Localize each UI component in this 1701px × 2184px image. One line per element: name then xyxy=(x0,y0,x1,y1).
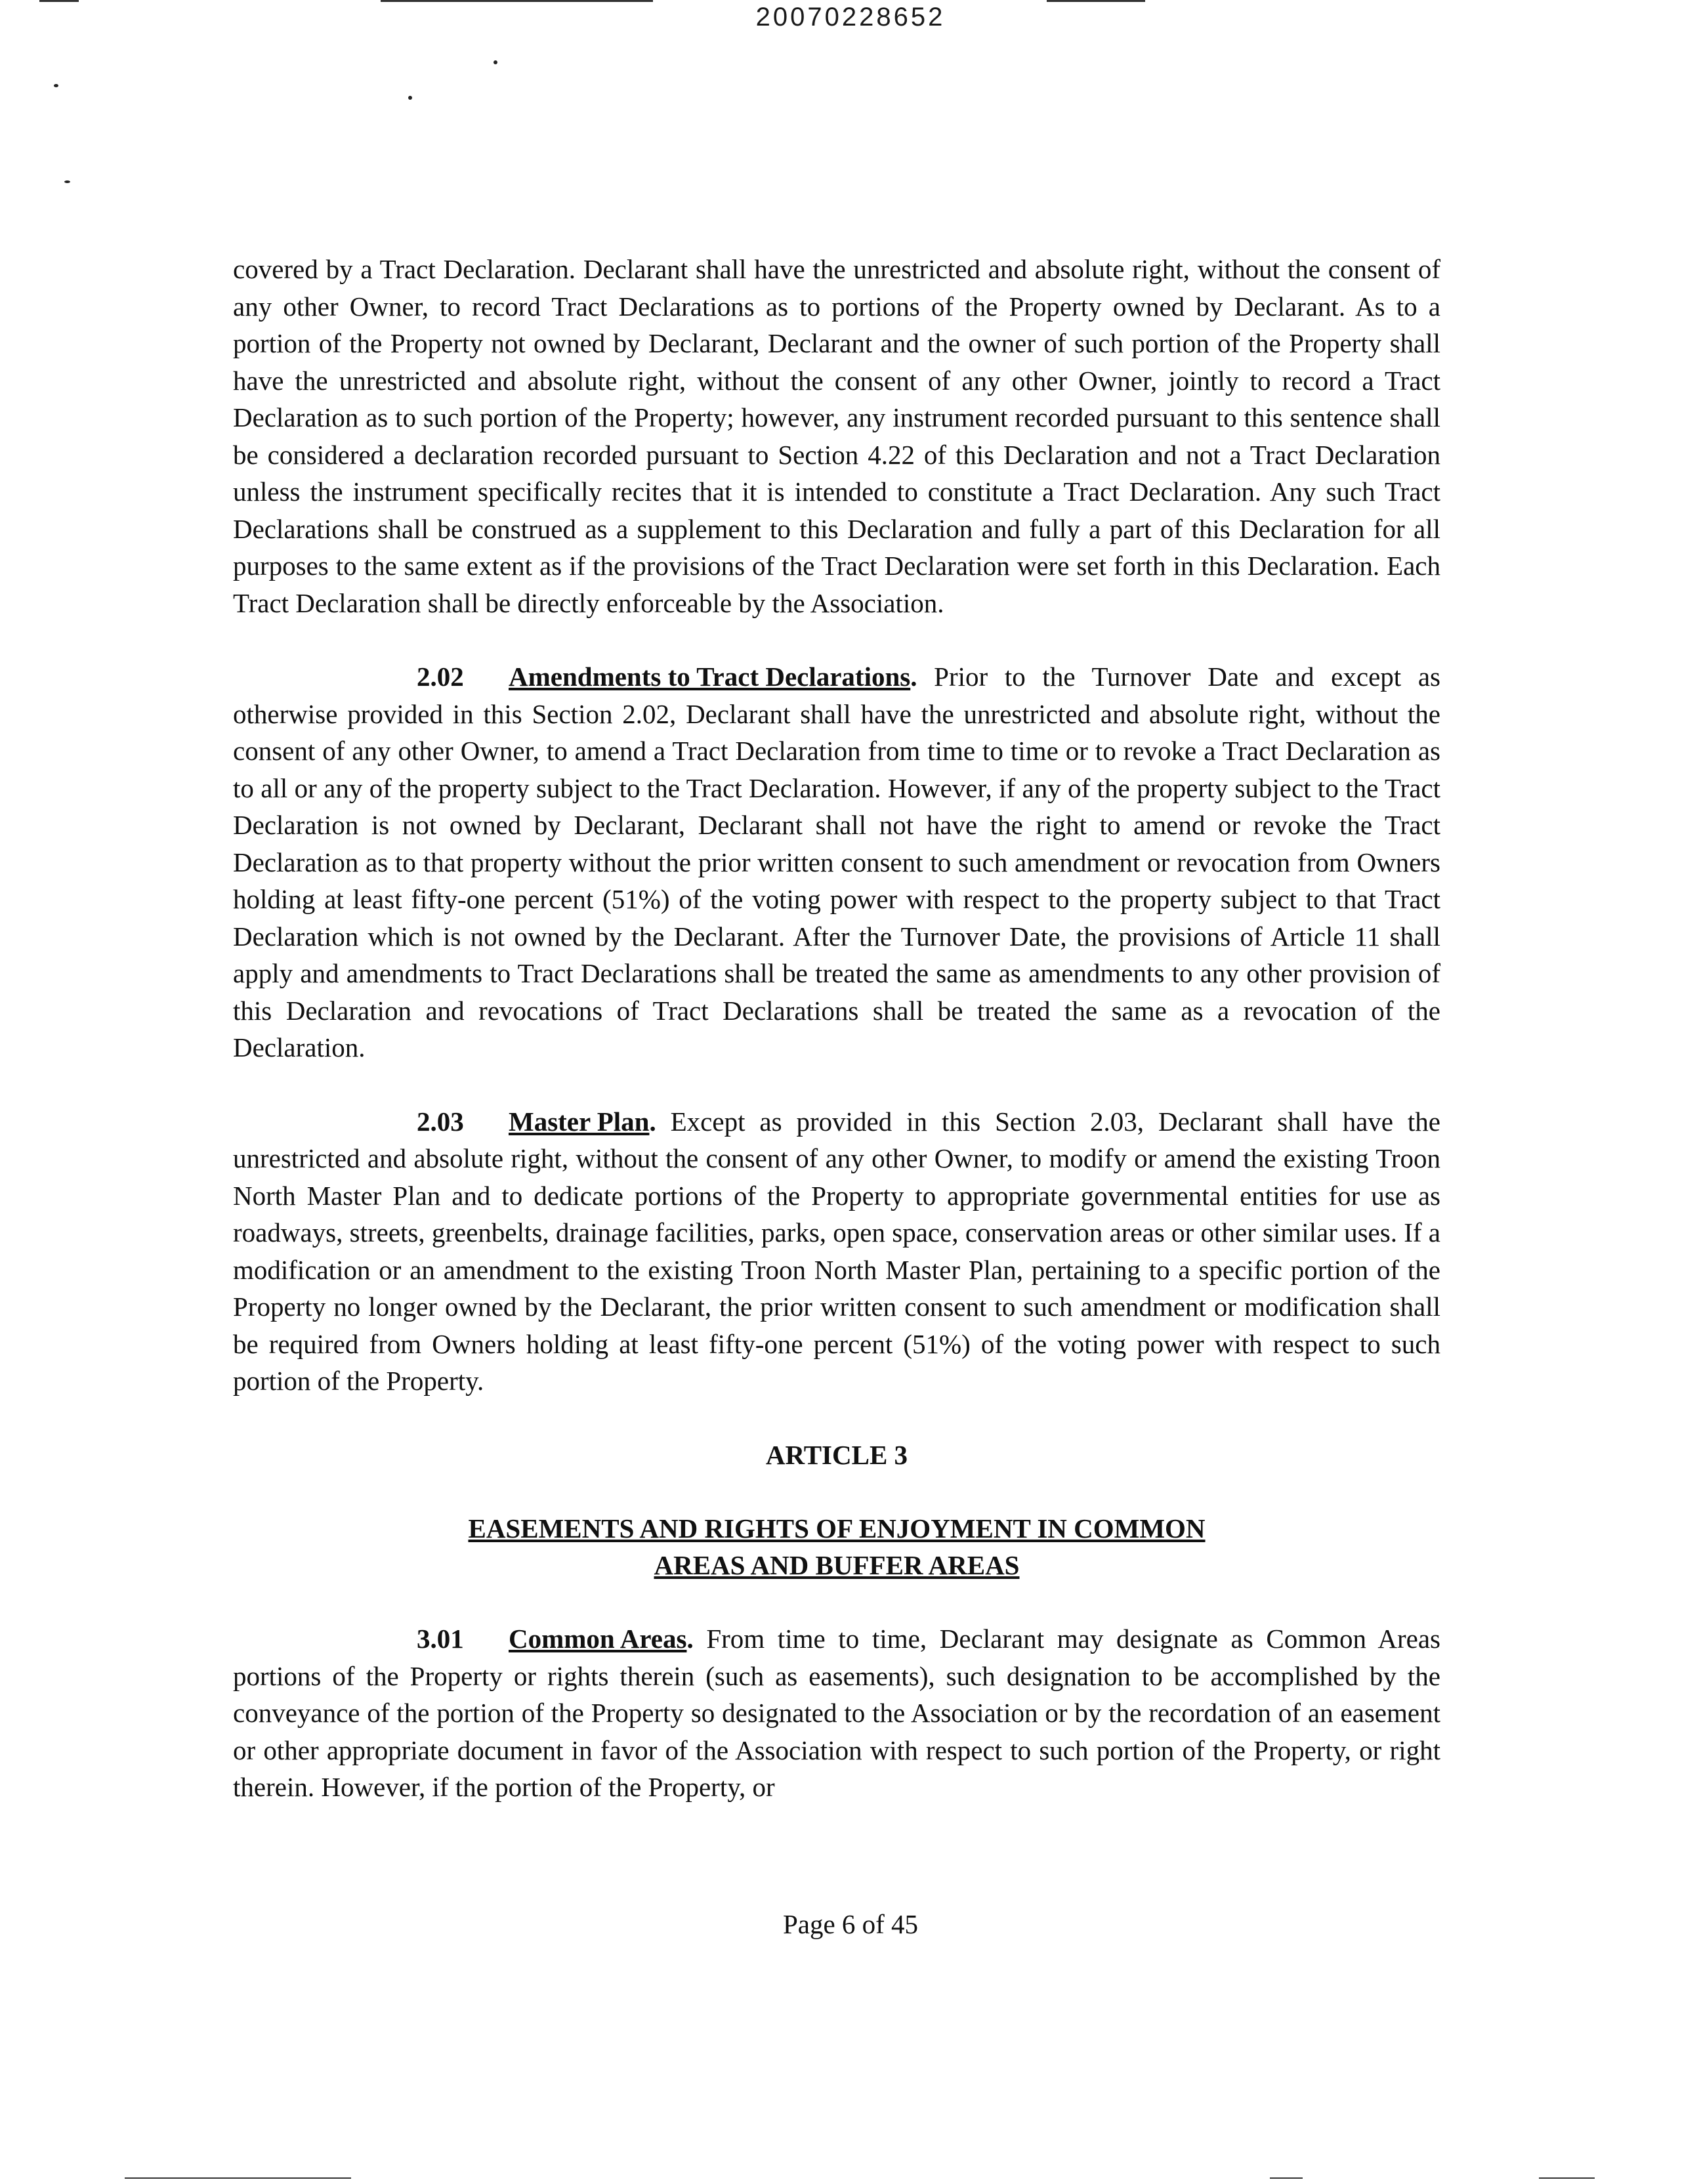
section-number: 3.01 xyxy=(417,1624,464,1654)
section-number: 2.02 xyxy=(417,662,464,692)
intro-paragraph: covered by a Tract Declaration. Declarant shall have the unrestricted and absolute right, without the consent of any other Owner, to record Tract Declarations as to portions of the Property owned by Declarant. As to a portion of the Property not owned by Declarant, Declarant and the owner of such portion of the Property shall have the unrestricted and absolute right, without the consent of any other Owner, jointly to record a Tract Declaration as to such portion of the Property; however, any instrument recorded pursuant to this sentence shall be considered a declaration recorded pursuant to Section 4.22 of this Declaration and not a Tract Declaration unless the instrument specifically recites that it is intended to constitute a Tract Declaration. Any such Tract Declarations shall be construed as a supplement to this Declaration and fully a part of this Declaration for all purposes to the same extent as if the provisions of the Tract Declaration were set forth in this Declaration. Each Tract Declaration shall be directly enforceable by the Association. xyxy=(233,254,1440,618)
scan-line-bottom-middle xyxy=(1270,2177,1303,2179)
section-3-01 xyxy=(233,1620,1440,1806)
article-heading: ARTICLE 3 xyxy=(765,1439,908,1470)
page-footer: Page 6 of 45 xyxy=(782,1909,919,1939)
scan-line-bottom-left xyxy=(125,2177,351,2179)
section-number: 2.03 xyxy=(417,1106,464,1137)
section-title: Amendments to Tract Declarations xyxy=(509,662,911,692)
scan-speck xyxy=(54,84,58,87)
section-text: From time to time, Declarant may designate as Common Areas portions of the Property or rights therein (such as easements), such designation to be accomplished by the conveyance of the portion of the Property so designated to the Association or by the recordation of an easement or other appropriate document in favor of the Association with respect to such portion of the Property, or right therein. However, if the portion of the Property, or xyxy=(233,1624,1440,1802)
section-heading xyxy=(417,1103,656,1141)
scan-line-top-left xyxy=(39,0,79,2)
article-title-line-2: AREAS AND BUFFER AREAS xyxy=(654,1550,1020,1580)
scan-speck xyxy=(64,180,70,183)
section-2-03 xyxy=(233,1103,1440,1400)
section-title-period: . xyxy=(686,1624,694,1654)
section-title-period: . xyxy=(649,1106,656,1137)
recording-number: 20070228652 xyxy=(755,3,946,32)
article-title xyxy=(233,1510,1440,1584)
section-heading xyxy=(417,658,917,696)
section-heading xyxy=(417,1620,694,1658)
scan-speck xyxy=(494,60,497,64)
section-title-period: . xyxy=(910,662,917,692)
section-title: Master Plan xyxy=(509,1106,650,1137)
document-body xyxy=(233,251,1440,1843)
scan-speck xyxy=(408,96,412,100)
scan-line-top-right xyxy=(1047,0,1145,2)
section-text: Except as provided in this Section 2.03, Declarant shall have the unrestricted and absolute right, without the consent of any other Owner, to modify or amend the existing Troon North Master Plan and to dedicate portions of the Property to appropriate governmental entities for use as roadways, streets, greenbelts, drainage facilities, parks, open space, conservation areas or other similar uses. If a modification or an amendment to the existing Troon North Master Plan, pertaining to a specific portion of the Property no longer owned by the Declarant, the prior written consent to such amendment or modification shall be required from Owners holding at least fifty-one percent (51%) of the voting power with respect to such portion of the Property. xyxy=(233,1106,1440,1396)
section-2-02 xyxy=(233,658,1440,1066)
article-title-line-1: EASEMENTS AND RIGHTS OF ENJOYMENT IN COMMON xyxy=(468,1513,1206,1544)
scan-line-bottom-right xyxy=(1539,2177,1595,2179)
section-text: Prior to the Turnover Date and except as otherwise provided in this Section 2.02, Declarant shall have the unrestricted and absolute right, without the consent of any other Owner, to amend a Tract Declaration from time to time or to revoke a Tract Declaration as to all or any of the property subject to the Tract Declaration. However, if any of the property subject to the Tract Declaration is not owned by Declarant, Declarant shall not have the right to amend or revoke the Tract Declaration as to that property without the prior written consent to such amendment or revocation from Owners holding at least fifty-one percent (51%) of the voting power with respect to the property subject to that Tract Declaration which is not owned by the Declarant. After the Turnover Date, the provisions of Article 11 shall apply and amendments to Tract Declarations shall be treated the same as amendments to any other provision of this Declaration and revocations of Tract Declarations shall be treated the same as a revocation of the Declaration. xyxy=(233,662,1440,1062)
section-title: Common Areas xyxy=(509,1624,687,1654)
scan-line-top-middle xyxy=(381,0,653,2)
